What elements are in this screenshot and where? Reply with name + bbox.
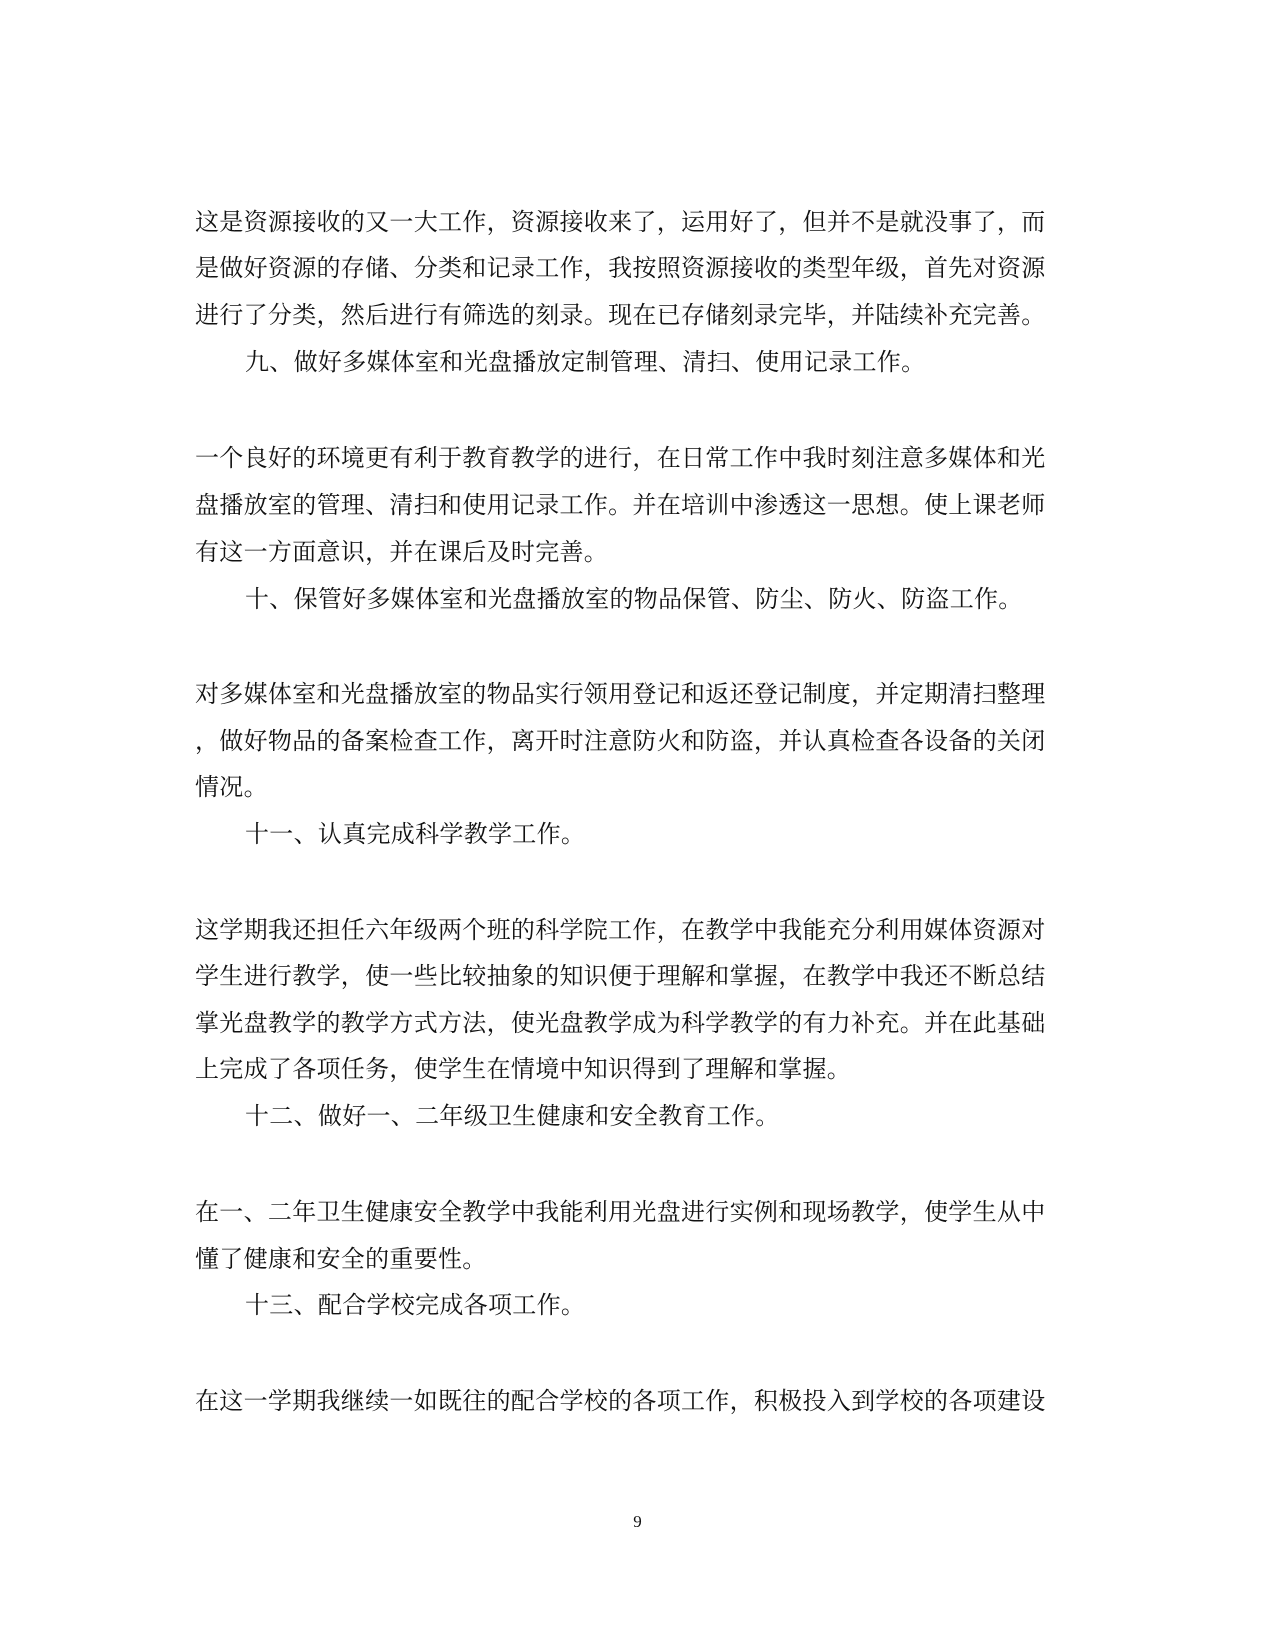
body-text-line: 进行了分类，然后进行有筛选的刻录。现在已存储刻录完毕，并陆续补充完善。 <box>195 301 1046 329</box>
body-text-line: ，做好物品的备案检查工作，离开时注意防火和防盗，并认真检查各设备的关闭 <box>195 727 1046 755</box>
body-text-line: 对多媒体室和光盘播放室的物品实行领用登记和返还登记制度，并定期清扫整理 <box>195 680 1046 708</box>
section-heading: 九、做好多媒体室和光盘播放定制管理、清扫、使用记录工作。 <box>245 348 926 376</box>
body-text-line: 有这一方面意识，并在课后及时完善。 <box>195 538 609 566</box>
body-text-line: 情况。 <box>195 773 268 801</box>
section-heading: 十、保管好多媒体室和光盘播放室的物品保管、防尘、防火、防盗工作。 <box>245 585 1023 613</box>
body-text-line: 一个良好的环境更有利于教育教学的进行，在日常工作中我时刻注意多媒体和光 <box>195 444 1046 472</box>
body-text-line: 懂了健康和安全的重要性。 <box>195 1245 487 1273</box>
section-heading: 十二、做好一、二年级卫生健康和安全教育工作。 <box>245 1102 780 1130</box>
body-text-line: 盘播放室的管理、清扫和使用记录工作。并在培训中渗透这一思想。使上课老师 <box>195 491 1046 519</box>
section-heading: 十一、认真完成科学教学工作。 <box>245 820 586 848</box>
body-text-line: 这学期我还担任六年级两个班的科学院工作，在教学中我能充分利用媒体资源对 <box>195 916 1046 944</box>
section-heading: 十三、配合学校完成各项工作。 <box>245 1291 586 1319</box>
body-text-line: 掌光盘教学的教学方式方法，使光盘教学成为科学教学的有力补充。并在此基础 <box>195 1009 1046 1037</box>
body-text-line: 学生进行教学，使一些比较抽象的知识便于理解和掌握，在教学中我还不断总结 <box>195 962 1046 990</box>
body-text-line: 这是资源接收的又一大工作，资源接收来了，运用好了，但并不是就没事了，而 <box>195 208 1046 236</box>
body-text-line: 是做好资源的存储、分类和记录工作，我按照资源接收的类型年级，首先对资源 <box>195 254 1046 282</box>
body-text-line: 上完成了各项任务，使学生在情境中知识得到了理解和掌握。 <box>195 1055 852 1083</box>
body-text-line: 在一、二年卫生健康安全教学中我能利用光盘进行实例和现场教学，使学生从中 <box>195 1198 1046 1226</box>
page-number: 9 <box>633 1512 642 1531</box>
body-text-line: 在这一学期我继续一如既往的配合学校的各项工作，积极投入到学校的各项建设 <box>195 1387 1046 1415</box>
